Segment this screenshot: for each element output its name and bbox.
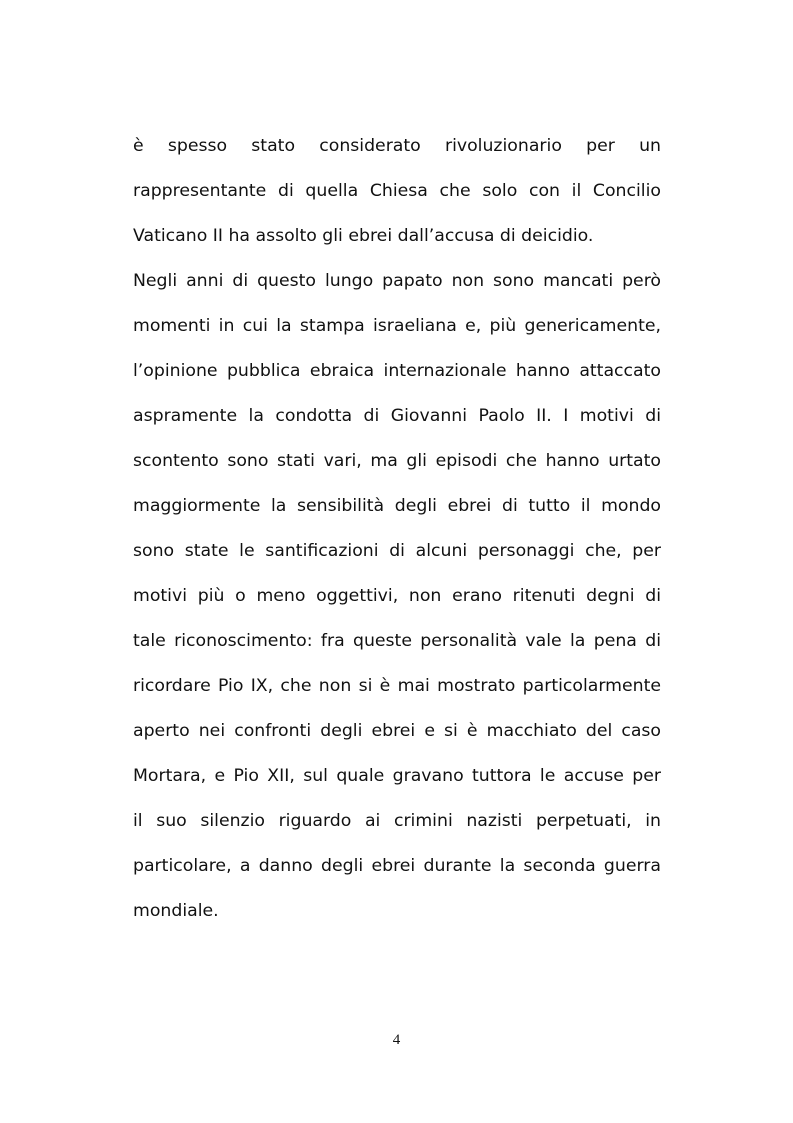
text-line: momenti in cui la stampa israeliana e, più genericamente, [133, 316, 661, 336]
text-line: Vaticano II ha assolto gli ebrei dall’accusa di deicidio. [133, 226, 594, 246]
text-line: rappresentante di quella Chiesa che solo con il Concilio [133, 181, 661, 201]
text-line: Negli anni di questo lungo papato non sono mancati però [133, 271, 661, 291]
text-line: sono state le santificazioni di alcuni personaggi che, per [133, 541, 661, 561]
text-line: particolare, a danno degli ebrei durante la seconda guerra [133, 856, 661, 876]
text-line: ricordare Pio IX, che non si è mai mostrato particolarmente [133, 676, 661, 696]
text-line: Mortara, e Pio XII, sul quale gravano tuttora le accuse per [133, 766, 661, 786]
page-number: 4 [392, 1032, 401, 1048]
text-line: scontento sono stati vari, ma gli episodi che hanno urtato [133, 451, 661, 471]
text-line: l’opinione pubblica ebraica internazionale hanno attaccato [133, 361, 661, 381]
text-line: aperto nei confronti degli ebrei e si è macchiato del caso [133, 721, 661, 741]
text-line: il suo silenzio riguardo ai crimini nazisti perpetuati, in [133, 811, 661, 831]
text-line: maggiormente la sensibilità degli ebrei di tutto il mondo [133, 496, 661, 516]
text-line: tale riconoscimento: fra queste personalità vale la pena di [133, 631, 661, 651]
text-line: motivi più o meno oggettivi, non erano ritenuti degni di [133, 586, 661, 606]
text-line: aspramente la condotta di Giovanni Paolo II. I motivi di [133, 406, 661, 426]
text-line: è spesso stato considerato rivoluzionario per un [133, 136, 661, 156]
text-line: mondiale. [133, 901, 219, 921]
